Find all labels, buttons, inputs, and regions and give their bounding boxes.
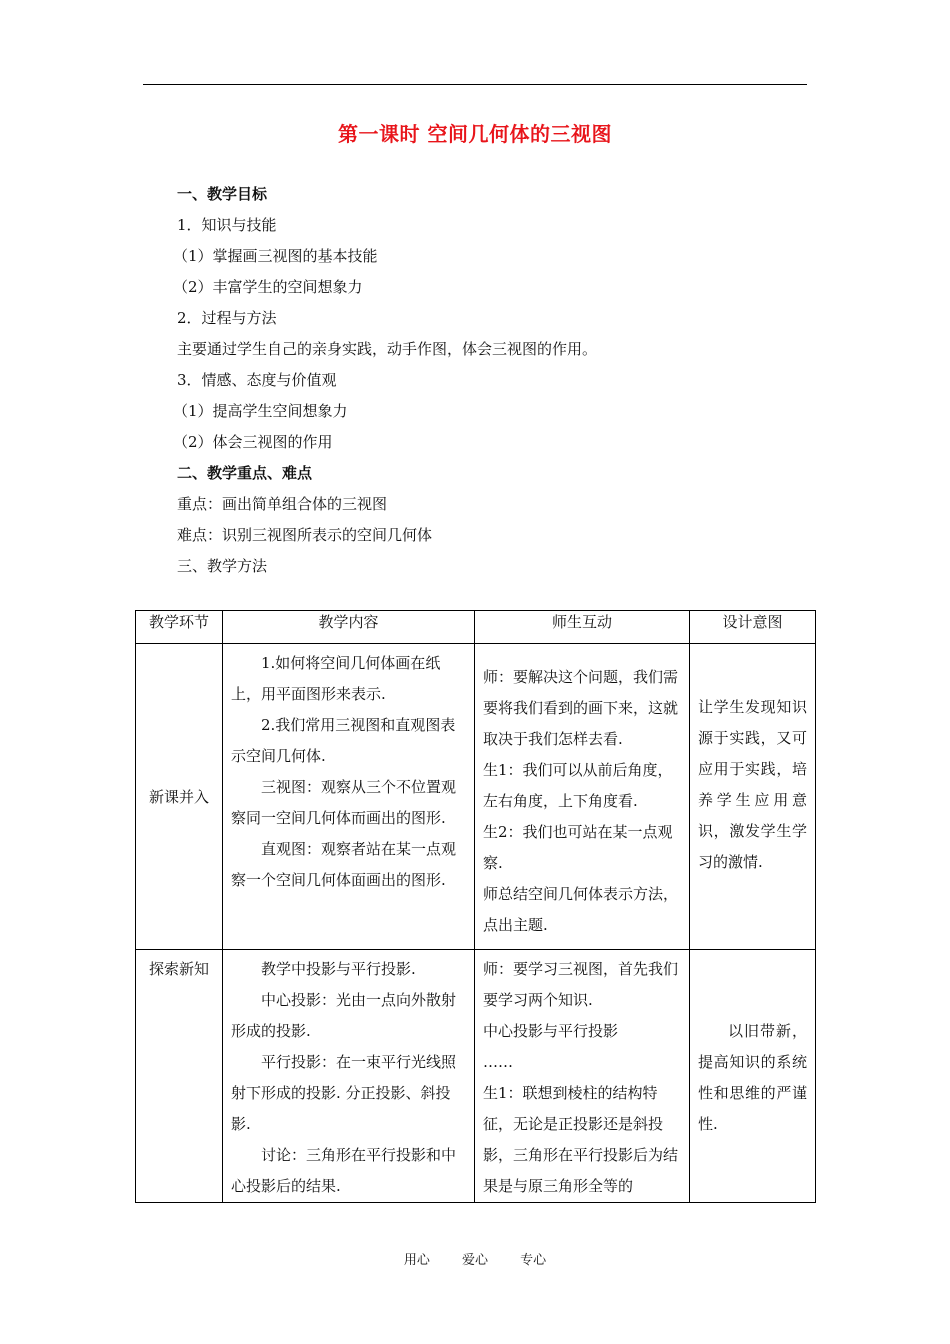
- text-line: 一、教学目标: [177, 185, 268, 203]
- header-content: 教学内容: [223, 611, 475, 644]
- text-line: 二、教学重点、难点: [177, 464, 313, 482]
- content-cell: [223, 950, 475, 1203]
- table-row: [136, 644, 816, 950]
- content-paragraph: 中心投影：光由一点向外散射形成的投影.: [231, 991, 457, 1040]
- text-line: 重点：画出简单组合体的三视图: [177, 495, 388, 513]
- intent-paragraph: 以旧带新，提高知识的系统性和思维的严谨性.: [698, 1022, 807, 1133]
- table-header-row: [136, 611, 816, 644]
- interaction-cell: [475, 644, 690, 950]
- text-line: 主要通过学生自己的亲身实践，动手作图，体会三视图的作用。: [177, 340, 598, 358]
- interaction-cell: [475, 950, 690, 1203]
- stage-cell: [136, 950, 223, 1203]
- interaction-paragraph: 师总结空间几何体表示方法，点出主题.: [483, 885, 679, 934]
- intent-paragraph: 让学生发现知识源于实践，又可应用于实践，培养学生应用意识，激发学生学习的激情.: [698, 698, 807, 871]
- header-stage: 教学环节: [136, 611, 223, 644]
- content-paragraph: 讨论：三角形在平行投影和中心投影后的结果.: [231, 1146, 457, 1195]
- content-paragraph: 1.如何将空间几何体画在纸上，用平面图形来表示.: [231, 654, 441, 703]
- interaction-paragraph: 生2：我们也可站在某一点观察.: [483, 823, 673, 872]
- text-line: （2）丰富学生的空间想象力: [173, 278, 363, 296]
- text-line: （2）体会三视图的作用: [173, 433, 333, 451]
- header-intent: 设计意图: [690, 611, 816, 644]
- page-footer: [0, 1249, 950, 1268]
- text-line: 1．知识与技能: [177, 216, 277, 234]
- header-rule: [143, 84, 807, 85]
- text-line: 难点：识别三视图所表示的空间几何体: [177, 526, 433, 544]
- interaction-paragraph: 师：要解决这个问题，我们需要将我们看到的画下来，这就取决于我们怎样去看.: [483, 668, 679, 748]
- content-paragraph: 教学中投影与平行投影.: [261, 960, 416, 978]
- intent-cell: [690, 950, 816, 1203]
- stage-label: 探索新知: [148, 960, 209, 978]
- content-paragraph: 平行投影：在一束平行光线照射下形成的投影. 分正投影、斜投影.: [231, 1053, 457, 1133]
- text-line: 3．情感、态度与价值观: [177, 371, 337, 389]
- content-paragraph: 2.我们常用三视图和直观图表示空间几何体.: [231, 716, 456, 765]
- lesson-table: [135, 610, 816, 1203]
- interaction-paragraph: 生1：我们可以从前后角度，左右角度，上下角度看.: [483, 761, 673, 810]
- footer-word: 用心: [403, 1253, 430, 1268]
- content-paragraph: 三视图：观察从三个不位置观察同一空间几何体而画出的图形.: [231, 778, 457, 827]
- content-paragraph: 直观图：观察者站在某一点观察一个空间几何体面画出的图形.: [231, 840, 457, 889]
- text-line: 2．过程与方法: [177, 309, 277, 327]
- objectives-section: [173, 182, 797, 585]
- content-cell: [223, 644, 475, 950]
- interaction-paragraph: 生1：联想到棱柱的结构特征，无论是正投影还是斜投影，三角形在平行投影后为结果是与原三角形全等的: [483, 1084, 679, 1195]
- footer-word: 专心: [520, 1253, 547, 1268]
- page-title: 第一课时 空间几何体的三视图: [338, 122, 612, 146]
- intent-cell: [690, 644, 816, 950]
- text-line: （1）掌握画三视图的基本技能: [173, 247, 378, 265]
- interaction-paragraph: 中心投影与平行投影: [483, 1022, 619, 1040]
- header-interaction: 师生互动: [475, 611, 690, 644]
- text-line: （1）提高学生空间想象力: [173, 402, 348, 420]
- table-row: [136, 950, 816, 1203]
- interaction-paragraph: ……: [483, 1053, 513, 1071]
- stage-cell: 新课并入: [136, 644, 223, 950]
- text-line: 三、教学方法: [177, 557, 268, 575]
- footer-word: 爱心: [461, 1253, 488, 1268]
- interaction-paragraph: 师：要学习三视图，首先我们要学习两个知识.: [483, 960, 679, 1009]
